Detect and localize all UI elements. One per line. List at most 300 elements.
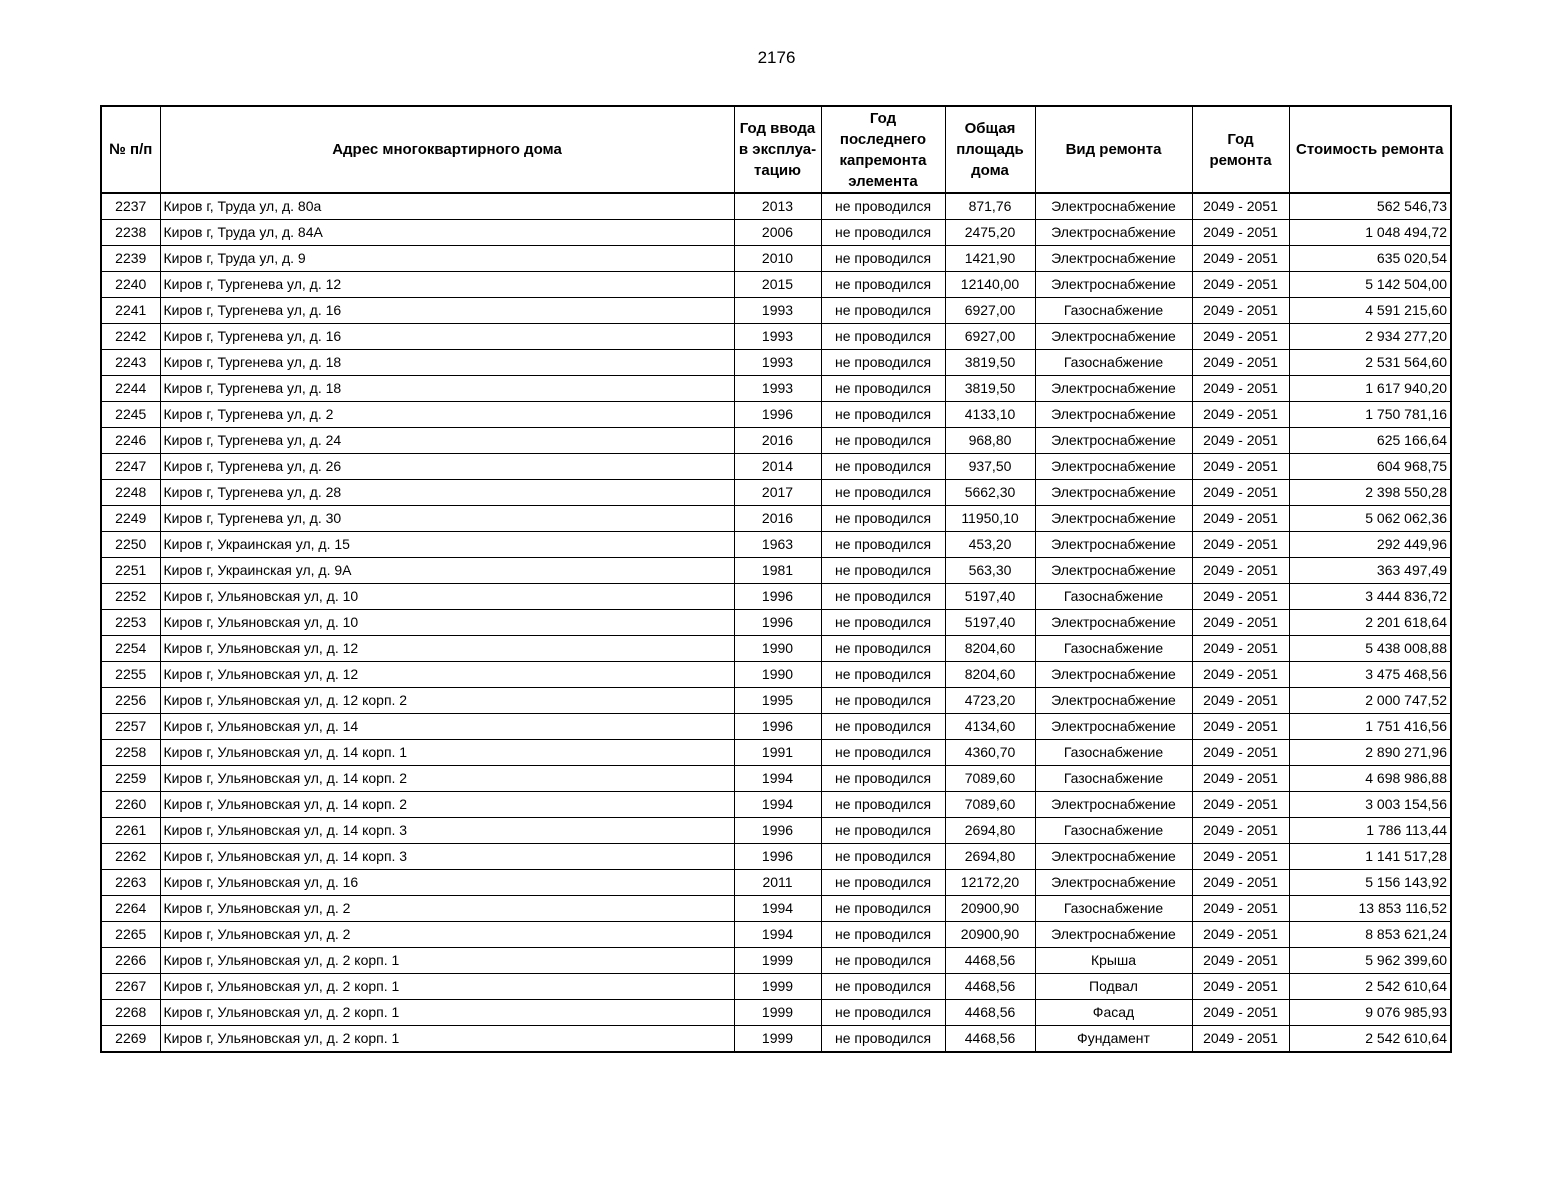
cell-row-number: 2249 (101, 506, 160, 532)
cell-commission-year: 1996 (734, 584, 821, 610)
cell-repair-cost: 9 076 985,93 (1289, 1000, 1451, 1026)
cell-last-repair-year: не проводился (821, 896, 945, 922)
cell-repair-cost: 2 398 550,28 (1289, 480, 1451, 506)
cell-total-area: 3819,50 (945, 376, 1035, 402)
cell-repair-type: Электроснабжение (1035, 272, 1192, 298)
cell-repair-type: Электроснабжение (1035, 324, 1192, 350)
cell-repair-year: 2049 - 2051 (1192, 532, 1289, 558)
cell-repair-type: Электроснабжение (1035, 480, 1192, 506)
cell-row-number: 2254 (101, 636, 160, 662)
cell-repair-year: 2049 - 2051 (1192, 480, 1289, 506)
cell-address: Киров г, Ульяновская ул, д. 2 корп. 1 (160, 974, 734, 1000)
cell-commission-year: 2014 (734, 454, 821, 480)
cell-repair-year: 2049 - 2051 (1192, 714, 1289, 740)
cell-address: Киров г, Ульяновская ул, д. 14 корп. 3 (160, 818, 734, 844)
cell-repair-year: 2049 - 2051 (1192, 246, 1289, 272)
table-row (101, 766, 1451, 792)
cell-repair-type: Подвал (1035, 974, 1192, 1000)
cell-total-area: 2694,80 (945, 818, 1035, 844)
table-row (101, 1026, 1451, 1053)
cell-commission-year: 1993 (734, 350, 821, 376)
cell-last-repair-year: не проводился (821, 532, 945, 558)
cell-repair-type: Газоснабжение (1035, 636, 1192, 662)
cell-total-area: 1421,90 (945, 246, 1035, 272)
cell-last-repair-year: не проводился (821, 922, 945, 948)
cell-last-repair-year: не проводился (821, 610, 945, 636)
cell-row-number: 2252 (101, 584, 160, 610)
cell-repair-year: 2049 - 2051 (1192, 193, 1289, 220)
cell-address: Киров г, Ульяновская ул, д. 14 (160, 714, 734, 740)
cell-total-area: 4468,56 (945, 948, 1035, 974)
cell-commission-year: 1993 (734, 298, 821, 324)
table-row (101, 298, 1451, 324)
cell-row-number: 2244 (101, 376, 160, 402)
table-row (101, 402, 1451, 428)
cell-last-repair-year: не проводился (821, 870, 945, 896)
cell-last-repair-year: не проводился (821, 1026, 945, 1053)
cell-repair-year: 2049 - 2051 (1192, 558, 1289, 584)
cell-repair-cost: 2 934 277,20 (1289, 324, 1451, 350)
cell-repair-year: 2049 - 2051 (1192, 922, 1289, 948)
cell-total-area: 4468,56 (945, 1000, 1035, 1026)
cell-total-area: 5197,40 (945, 584, 1035, 610)
page-number: 2176 (757, 48, 796, 67)
cell-repair-year: 2049 - 2051 (1192, 376, 1289, 402)
cell-total-area: 4133,10 (945, 402, 1035, 428)
cell-repair-year: 2049 - 2051 (1192, 402, 1289, 428)
table-row (101, 1000, 1451, 1026)
cell-last-repair-year: не проводился (821, 428, 945, 454)
table-body (101, 193, 1451, 1052)
cell-repair-type: Электроснабжение (1035, 193, 1192, 220)
cell-repair-cost: 604 968,75 (1289, 454, 1451, 480)
repair-schedule-table (100, 105, 1452, 1053)
header-last-repair-year: Год последнего капремонта элемента (821, 106, 945, 193)
cell-address: Киров г, Ульяновская ул, д. 16 (160, 870, 734, 896)
cell-repair-year: 2049 - 2051 (1192, 662, 1289, 688)
cell-repair-type: Электроснабжение (1035, 688, 1192, 714)
cell-repair-year: 2049 - 2051 (1192, 454, 1289, 480)
cell-row-number: 2239 (101, 246, 160, 272)
cell-address: Киров г, Тургенева ул, д. 18 (160, 376, 734, 402)
cell-repair-year: 2049 - 2051 (1192, 948, 1289, 974)
cell-total-area: 7089,60 (945, 792, 1035, 818)
table-row (101, 584, 1451, 610)
cell-row-number: 2250 (101, 532, 160, 558)
cell-repair-cost: 562 546,73 (1289, 193, 1451, 220)
cell-address: Киров г, Ульяновская ул, д. 12 (160, 636, 734, 662)
cell-total-area: 11950,10 (945, 506, 1035, 532)
cell-repair-type: Крыша (1035, 948, 1192, 974)
cell-repair-type: Электроснабжение (1035, 662, 1192, 688)
table-row (101, 454, 1451, 480)
cell-repair-cost: 4 591 215,60 (1289, 298, 1451, 324)
cell-row-number: 2263 (101, 870, 160, 896)
cell-address: Киров г, Украинская ул, д. 15 (160, 532, 734, 558)
cell-total-area: 12172,20 (945, 870, 1035, 896)
cell-repair-cost: 2 890 271,96 (1289, 740, 1451, 766)
cell-repair-cost: 4 698 986,88 (1289, 766, 1451, 792)
table-row (101, 532, 1451, 558)
cell-commission-year: 1996 (734, 610, 821, 636)
cell-last-repair-year: не проводился (821, 402, 945, 428)
cell-repair-cost: 1 141 517,28 (1289, 844, 1451, 870)
table-row (101, 636, 1451, 662)
cell-address: Киров г, Ульяновская ул, д. 2 корп. 1 (160, 1000, 734, 1026)
cell-repair-type: Электроснабжение (1035, 246, 1192, 272)
cell-commission-year: 2016 (734, 428, 821, 454)
cell-address: Киров г, Ульяновская ул, д. 2 (160, 896, 734, 922)
cell-repair-type: Электроснабжение (1035, 870, 1192, 896)
cell-total-area: 4468,56 (945, 974, 1035, 1000)
cell-total-area: 20900,90 (945, 896, 1035, 922)
cell-row-number: 2258 (101, 740, 160, 766)
table-row (101, 272, 1451, 298)
cell-repair-type: Электроснабжение (1035, 220, 1192, 246)
cell-commission-year: 2011 (734, 870, 821, 896)
cell-row-number: 2262 (101, 844, 160, 870)
header-address: Адрес многоквартирного дома (160, 106, 734, 193)
cell-repair-type: Электроснабжение (1035, 922, 1192, 948)
cell-repair-type: Фундамент (1035, 1026, 1192, 1053)
cell-last-repair-year: не проводился (821, 636, 945, 662)
cell-repair-year: 2049 - 2051 (1192, 428, 1289, 454)
cell-commission-year: 1991 (734, 740, 821, 766)
cell-repair-cost: 1 750 781,16 (1289, 402, 1451, 428)
table-row (101, 896, 1451, 922)
cell-total-area: 2694,80 (945, 844, 1035, 870)
cell-repair-year: 2049 - 2051 (1192, 844, 1289, 870)
cell-address: Киров г, Ульяновская ул, д. 10 (160, 584, 734, 610)
cell-row-number: 2238 (101, 220, 160, 246)
cell-last-repair-year: не проводился (821, 272, 945, 298)
cell-last-repair-year: не проводился (821, 454, 945, 480)
cell-row-number: 2245 (101, 402, 160, 428)
cell-address: Киров г, Ульяновская ул, д. 14 корп. 2 (160, 792, 734, 818)
cell-address: Киров г, Ульяновская ул, д. 10 (160, 610, 734, 636)
table-row (101, 740, 1451, 766)
cell-address: Киров г, Ульяновская ул, д. 2 корп. 1 (160, 1026, 734, 1053)
cell-last-repair-year: не проводился (821, 506, 945, 532)
cell-total-area: 4360,70 (945, 740, 1035, 766)
cell-last-repair-year: не проводился (821, 558, 945, 584)
cell-repair-year: 2049 - 2051 (1192, 740, 1289, 766)
cell-commission-year: 1993 (734, 376, 821, 402)
cell-repair-cost: 3 475 468,56 (1289, 662, 1451, 688)
cell-commission-year: 1994 (734, 896, 821, 922)
cell-row-number: 2242 (101, 324, 160, 350)
cell-repair-type: Фасад (1035, 1000, 1192, 1026)
cell-row-number: 2241 (101, 298, 160, 324)
cell-commission-year: 1990 (734, 662, 821, 688)
cell-repair-cost: 5 962 399,60 (1289, 948, 1451, 974)
cell-repair-cost: 2 201 618,64 (1289, 610, 1451, 636)
cell-address: Киров г, Ульяновская ул, д. 14 корп. 3 (160, 844, 734, 870)
cell-last-repair-year: не проводился (821, 584, 945, 610)
cell-repair-cost: 2 531 564,60 (1289, 350, 1451, 376)
cell-last-repair-year: не проводился (821, 376, 945, 402)
cell-repair-type: Газоснабжение (1035, 896, 1192, 922)
cell-commission-year: 2016 (734, 506, 821, 532)
cell-commission-year: 2017 (734, 480, 821, 506)
table-row (101, 610, 1451, 636)
cell-total-area: 8204,60 (945, 636, 1035, 662)
cell-total-area: 6927,00 (945, 324, 1035, 350)
cell-repair-year: 2049 - 2051 (1192, 818, 1289, 844)
header-repair-year: Год ремонта (1192, 106, 1289, 193)
cell-total-area: 7089,60 (945, 766, 1035, 792)
cell-row-number: 2255 (101, 662, 160, 688)
cell-address: Киров г, Тургенева ул, д. 16 (160, 324, 734, 350)
table-row (101, 480, 1451, 506)
cell-address: Киров г, Ульяновская ул, д. 14 корп. 2 (160, 766, 734, 792)
cell-commission-year: 2010 (734, 246, 821, 272)
cell-address: Киров г, Тургенева ул, д. 26 (160, 454, 734, 480)
cell-last-repair-year: не проводился (821, 662, 945, 688)
table-row (101, 193, 1451, 220)
cell-commission-year: 1996 (734, 818, 821, 844)
cell-commission-year: 1996 (734, 402, 821, 428)
cell-repair-cost: 3 444 836,72 (1289, 584, 1451, 610)
cell-commission-year: 1999 (734, 948, 821, 974)
cell-repair-cost: 2 542 610,64 (1289, 1026, 1451, 1053)
table-row (101, 506, 1451, 532)
table-row (101, 948, 1451, 974)
cell-repair-year: 2049 - 2051 (1192, 506, 1289, 532)
table-row (101, 662, 1451, 688)
cell-total-area: 20900,90 (945, 922, 1035, 948)
cell-repair-cost: 13 853 116,52 (1289, 896, 1451, 922)
header-row-number: № п/п (101, 106, 160, 193)
table-row (101, 246, 1451, 272)
cell-total-area: 937,50 (945, 454, 1035, 480)
cell-commission-year: 1994 (734, 766, 821, 792)
cell-address: Киров г, Тургенева ул, д. 12 (160, 272, 734, 298)
cell-row-number: 2246 (101, 428, 160, 454)
cell-row-number: 2237 (101, 193, 160, 220)
cell-repair-cost: 5 062 062,36 (1289, 506, 1451, 532)
cell-address: Киров г, Ульяновская ул, д. 14 корп. 1 (160, 740, 734, 766)
cell-address: Киров г, Украинская ул, д. 9А (160, 558, 734, 584)
cell-repair-cost: 1 617 940,20 (1289, 376, 1451, 402)
cell-address: Киров г, Тургенева ул, д. 16 (160, 298, 734, 324)
cell-last-repair-year: не проводился (821, 766, 945, 792)
cell-repair-cost: 625 166,64 (1289, 428, 1451, 454)
cell-repair-year: 2049 - 2051 (1192, 610, 1289, 636)
header-commission-year: Год ввода в эксплуа-тацию (734, 106, 821, 193)
cell-commission-year: 1994 (734, 922, 821, 948)
cell-last-repair-year: не проводился (821, 844, 945, 870)
table-row (101, 350, 1451, 376)
table-row (101, 324, 1451, 350)
cell-total-area: 871,76 (945, 193, 1035, 220)
table-row (101, 844, 1451, 870)
cell-repair-year: 2049 - 2051 (1192, 1026, 1289, 1053)
cell-last-repair-year: не проводился (821, 193, 945, 220)
cell-address: Киров г, Тургенева ул, д. 2 (160, 402, 734, 428)
cell-total-area: 5662,30 (945, 480, 1035, 506)
table-row (101, 558, 1451, 584)
table-row (101, 792, 1451, 818)
cell-row-number: 2240 (101, 272, 160, 298)
cell-repair-cost: 5 438 008,88 (1289, 636, 1451, 662)
cell-commission-year: 1990 (734, 636, 821, 662)
cell-address: Киров г, Ульяновская ул, д. 12 (160, 662, 734, 688)
cell-repair-cost: 5 156 143,92 (1289, 870, 1451, 896)
cell-last-repair-year: не проводился (821, 792, 945, 818)
cell-last-repair-year: не проводился (821, 350, 945, 376)
cell-last-repair-year: не проводился (821, 948, 945, 974)
cell-last-repair-year: не проводился (821, 714, 945, 740)
cell-repair-year: 2049 - 2051 (1192, 870, 1289, 896)
cell-address: Киров г, Труда ул, д. 84А (160, 220, 734, 246)
header-repair-cost: Стоимость ремонта (1289, 106, 1451, 193)
cell-repair-type: Газоснабжение (1035, 766, 1192, 792)
cell-repair-type: Электроснабжение (1035, 558, 1192, 584)
cell-repair-year: 2049 - 2051 (1192, 688, 1289, 714)
cell-row-number: 2269 (101, 1026, 160, 1053)
table-row (101, 714, 1451, 740)
cell-last-repair-year: не проводился (821, 740, 945, 766)
cell-repair-year: 2049 - 2051 (1192, 220, 1289, 246)
cell-repair-type: Электроснабжение (1035, 454, 1192, 480)
cell-commission-year: 2013 (734, 193, 821, 220)
cell-repair-type: Электроснабжение (1035, 610, 1192, 636)
cell-repair-year: 2049 - 2051 (1192, 974, 1289, 1000)
cell-address: Киров г, Ульяновская ул, д. 2 (160, 922, 734, 948)
cell-last-repair-year: не проводился (821, 688, 945, 714)
cell-address: Киров г, Тургенева ул, д. 24 (160, 428, 734, 454)
table-row (101, 818, 1451, 844)
cell-last-repair-year: не проводился (821, 324, 945, 350)
cell-repair-type: Электроснабжение (1035, 506, 1192, 532)
cell-row-number: 2265 (101, 922, 160, 948)
cell-repair-year: 2049 - 2051 (1192, 636, 1289, 662)
cell-repair-type: Газоснабжение (1035, 818, 1192, 844)
cell-total-area: 4468,56 (945, 1026, 1035, 1053)
cell-row-number: 2268 (101, 1000, 160, 1026)
cell-row-number: 2260 (101, 792, 160, 818)
cell-repair-cost: 2 000 747,52 (1289, 688, 1451, 714)
cell-repair-year: 2049 - 2051 (1192, 298, 1289, 324)
cell-total-area: 6927,00 (945, 298, 1035, 324)
table-header-row (101, 106, 1451, 193)
cell-total-area: 2475,20 (945, 220, 1035, 246)
cell-commission-year: 1996 (734, 844, 821, 870)
cell-repair-type: Электроснабжение (1035, 428, 1192, 454)
cell-last-repair-year: не проводился (821, 246, 945, 272)
cell-repair-type: Газоснабжение (1035, 298, 1192, 324)
cell-repair-cost: 1 751 416,56 (1289, 714, 1451, 740)
cell-commission-year: 2006 (734, 220, 821, 246)
cell-row-number: 2257 (101, 714, 160, 740)
cell-repair-type: Электроснабжение (1035, 792, 1192, 818)
cell-last-repair-year: не проводился (821, 818, 945, 844)
table-row (101, 428, 1451, 454)
cell-repair-cost: 3 003 154,56 (1289, 792, 1451, 818)
cell-row-number: 2261 (101, 818, 160, 844)
cell-repair-type: Электроснабжение (1035, 402, 1192, 428)
cell-repair-year: 2049 - 2051 (1192, 324, 1289, 350)
cell-repair-cost: 2 542 610,64 (1289, 974, 1451, 1000)
cell-total-area: 968,80 (945, 428, 1035, 454)
cell-repair-year: 2049 - 2051 (1192, 272, 1289, 298)
cell-total-area: 563,30 (945, 558, 1035, 584)
cell-commission-year: 1995 (734, 688, 821, 714)
cell-repair-year: 2049 - 2051 (1192, 350, 1289, 376)
cell-row-number: 2247 (101, 454, 160, 480)
cell-commission-year: 1994 (734, 792, 821, 818)
cell-repair-year: 2049 - 2051 (1192, 1000, 1289, 1026)
cell-commission-year: 1999 (734, 1026, 821, 1053)
cell-total-area: 5197,40 (945, 610, 1035, 636)
cell-repair-year: 2049 - 2051 (1192, 792, 1289, 818)
cell-commission-year: 1999 (734, 974, 821, 1000)
cell-commission-year: 1996 (734, 714, 821, 740)
cell-repair-type: Электроснабжение (1035, 376, 1192, 402)
table-row (101, 220, 1451, 246)
cell-repair-type: Электроснабжение (1035, 714, 1192, 740)
table-row (101, 974, 1451, 1000)
cell-address: Киров г, Ульяновская ул, д. 2 корп. 1 (160, 948, 734, 974)
cell-row-number: 2267 (101, 974, 160, 1000)
cell-repair-year: 2049 - 2051 (1192, 896, 1289, 922)
cell-repair-cost: 8 853 621,24 (1289, 922, 1451, 948)
cell-row-number: 2253 (101, 610, 160, 636)
cell-repair-cost: 1 786 113,44 (1289, 818, 1451, 844)
cell-row-number: 2266 (101, 948, 160, 974)
cell-last-repair-year: не проводился (821, 220, 945, 246)
cell-commission-year: 2015 (734, 272, 821, 298)
cell-repair-type: Электроснабжение (1035, 532, 1192, 558)
cell-repair-year: 2049 - 2051 (1192, 584, 1289, 610)
cell-repair-cost: 1 048 494,72 (1289, 220, 1451, 246)
cell-commission-year: 1981 (734, 558, 821, 584)
cell-repair-cost: 363 497,49 (1289, 558, 1451, 584)
cell-total-area: 8204,60 (945, 662, 1035, 688)
cell-commission-year: 1993 (734, 324, 821, 350)
cell-row-number: 2264 (101, 896, 160, 922)
header-repair-type: Вид ремонта (1035, 106, 1192, 193)
cell-repair-type: Газоснабжение (1035, 584, 1192, 610)
cell-address: Киров г, Труда ул, д. 80а (160, 193, 734, 220)
cell-row-number: 2248 (101, 480, 160, 506)
cell-address: Киров г, Ульяновская ул, д. 12 корп. 2 (160, 688, 734, 714)
table-row (101, 870, 1451, 896)
cell-commission-year: 1999 (734, 1000, 821, 1026)
cell-last-repair-year: не проводился (821, 480, 945, 506)
cell-repair-type: Электроснабжение (1035, 844, 1192, 870)
table-row (101, 688, 1451, 714)
cell-total-area: 4723,20 (945, 688, 1035, 714)
cell-last-repair-year: не проводился (821, 1000, 945, 1026)
cell-repair-cost: 635 020,54 (1289, 246, 1451, 272)
table-row (101, 376, 1451, 402)
cell-repair-type: Газоснабжение (1035, 350, 1192, 376)
cell-row-number: 2243 (101, 350, 160, 376)
cell-total-area: 12140,00 (945, 272, 1035, 298)
cell-total-area: 453,20 (945, 532, 1035, 558)
cell-last-repair-year: не проводился (821, 974, 945, 1000)
cell-total-area: 3819,50 (945, 350, 1035, 376)
cell-row-number: 2256 (101, 688, 160, 714)
cell-address: Киров г, Тургенева ул, д. 30 (160, 506, 734, 532)
table-row (101, 922, 1451, 948)
cell-total-area: 4134,60 (945, 714, 1035, 740)
cell-repair-cost: 5 142 504,00 (1289, 272, 1451, 298)
header-total-area: Общая площадь дома (945, 106, 1035, 193)
cell-row-number: 2251 (101, 558, 160, 584)
